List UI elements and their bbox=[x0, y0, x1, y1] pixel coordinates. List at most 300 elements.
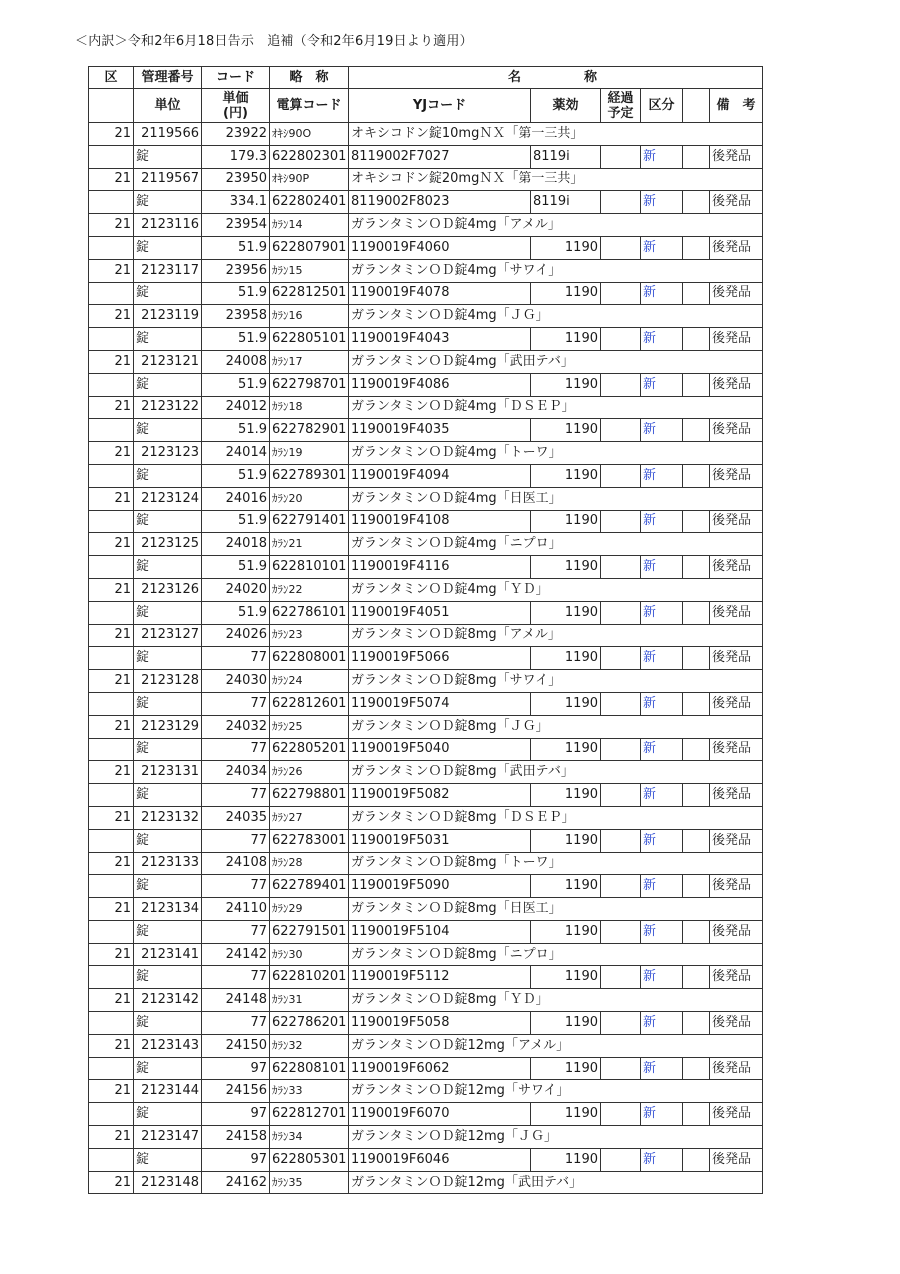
header-kubun: 区分 bbox=[641, 89, 683, 123]
cell-yj: 1190019F6062 bbox=[349, 1057, 531, 1080]
cell-ku: 21 bbox=[89, 442, 134, 465]
cell-price: 77 bbox=[202, 829, 270, 852]
cell-keika bbox=[601, 464, 641, 487]
cell-kanri: 2123126 bbox=[134, 578, 202, 601]
header-extra bbox=[683, 89, 710, 123]
item-row-detail bbox=[89, 373, 763, 396]
cell-kanri: 2123132 bbox=[134, 806, 202, 829]
cell-biko: 後発品 bbox=[710, 966, 763, 989]
item-row-main bbox=[89, 487, 763, 510]
cell-ku: 21 bbox=[89, 168, 134, 191]
item-row-main bbox=[89, 1034, 763, 1057]
cell-unit: 錠 bbox=[134, 145, 202, 168]
cell-kubun: 新 bbox=[641, 145, 683, 168]
header-unit: 単位 bbox=[134, 89, 202, 123]
cell-kanri: 2123142 bbox=[134, 989, 202, 1012]
item-row-main bbox=[89, 715, 763, 738]
cell-yj: 1190019F6070 bbox=[349, 1103, 531, 1126]
cell-code: 24018 bbox=[202, 533, 270, 556]
cell-yakko: 1190 bbox=[531, 1012, 601, 1035]
cell-densan: 622807901 bbox=[270, 236, 349, 259]
cell-densan: 622808001 bbox=[270, 647, 349, 670]
cell-price: 77 bbox=[202, 920, 270, 943]
cell-kanri: 2123147 bbox=[134, 1126, 202, 1149]
cell-keika bbox=[601, 1148, 641, 1171]
cell-yakko: 1190 bbox=[531, 692, 601, 715]
cell-kubun: 新 bbox=[641, 464, 683, 487]
cell-kanri: 2123117 bbox=[134, 259, 202, 282]
cell-ku: 21 bbox=[89, 989, 134, 1012]
cell-unit: 錠 bbox=[134, 647, 202, 670]
cell-code: 24158 bbox=[202, 1126, 270, 1149]
cell-code: 23956 bbox=[202, 259, 270, 282]
cell-keika bbox=[601, 875, 641, 898]
item-row-detail bbox=[89, 1057, 763, 1080]
cell-ku: 21 bbox=[89, 670, 134, 693]
cell-code: 23950 bbox=[202, 168, 270, 191]
cell-biko: 後発品 bbox=[710, 875, 763, 898]
cell-keika bbox=[601, 1057, 641, 1080]
cell-yj: 1190019F5058 bbox=[349, 1012, 531, 1035]
cell-code: 24108 bbox=[202, 852, 270, 875]
cell-keika bbox=[601, 510, 641, 533]
cell-price: 179.3 bbox=[202, 145, 270, 168]
cell-keika bbox=[601, 328, 641, 351]
cell-extra bbox=[683, 145, 710, 168]
cell-biko: 後発品 bbox=[710, 373, 763, 396]
cell-name: ガランタミンＯＤ錠8mg「サワイ」 bbox=[349, 670, 763, 693]
item-row-detail bbox=[89, 829, 763, 852]
cell-unit: 錠 bbox=[134, 464, 202, 487]
cell-biko: 後発品 bbox=[710, 601, 763, 624]
cell-densan: 622789301 bbox=[270, 464, 349, 487]
cell-keika bbox=[601, 236, 641, 259]
cell-blank bbox=[89, 784, 134, 807]
cell-name: ガランタミンＯＤ錠4mg「ＪＧ」 bbox=[349, 305, 763, 328]
cell-keika bbox=[601, 145, 641, 168]
cell-unit: 錠 bbox=[134, 1012, 202, 1035]
item-row-main bbox=[89, 943, 763, 966]
cell-keika bbox=[601, 920, 641, 943]
cell-extra bbox=[683, 373, 710, 396]
cell-unit: 錠 bbox=[134, 1148, 202, 1171]
cell-biko: 後発品 bbox=[710, 647, 763, 670]
cell-blank bbox=[89, 920, 134, 943]
cell-blank bbox=[89, 510, 134, 533]
cell-kubun: 新 bbox=[641, 966, 683, 989]
cell-biko: 後発品 bbox=[710, 510, 763, 533]
item-row-main bbox=[89, 989, 763, 1012]
cell-code: 24030 bbox=[202, 670, 270, 693]
cell-blank bbox=[89, 1057, 134, 1080]
cell-densan: 622805101 bbox=[270, 328, 349, 351]
cell-ku: 21 bbox=[89, 350, 134, 373]
cell-yakko: 1190 bbox=[531, 464, 601, 487]
cell-kanri: 2123129 bbox=[134, 715, 202, 738]
cell-name: ガランタミンＯＤ錠4mg「アメル」 bbox=[349, 214, 763, 237]
cell-extra bbox=[683, 829, 710, 852]
cell-yakko: 1190 bbox=[531, 601, 601, 624]
cell-biko: 後発品 bbox=[710, 556, 763, 579]
cell-kubun: 新 bbox=[641, 191, 683, 214]
cell-ku: 21 bbox=[89, 259, 134, 282]
cell-unit: 錠 bbox=[134, 966, 202, 989]
cell-yj: 1190019F4094 bbox=[349, 464, 531, 487]
cell-yj: 1190019F4060 bbox=[349, 236, 531, 259]
header-row-1 bbox=[89, 67, 763, 89]
item-row-detail bbox=[89, 328, 763, 351]
cell-keika bbox=[601, 419, 641, 442]
cell-kubun: 新 bbox=[641, 1057, 683, 1080]
item-row-main bbox=[89, 852, 763, 875]
cell-name: オキシコドン錠10mgＮＸ「第一三共」 bbox=[349, 123, 763, 146]
cell-yj: 1190019F4043 bbox=[349, 328, 531, 351]
cell-ku: 21 bbox=[89, 715, 134, 738]
cell-densan: 622802301 bbox=[270, 145, 349, 168]
header-row-2 bbox=[89, 89, 763, 123]
cell-yakko: 1190 bbox=[531, 419, 601, 442]
cell-price: 51.9 bbox=[202, 328, 270, 351]
cell-price: 77 bbox=[202, 966, 270, 989]
cell-kanri: 2123143 bbox=[134, 1034, 202, 1057]
cell-biko: 後発品 bbox=[710, 419, 763, 442]
cell-ryaku: ｶﾗﾝ16 bbox=[270, 305, 349, 328]
cell-yj: 1190019F4051 bbox=[349, 601, 531, 624]
cell-code: 24032 bbox=[202, 715, 270, 738]
cell-keika bbox=[601, 1103, 641, 1126]
item-row-main bbox=[89, 396, 763, 419]
cell-ryaku: ｵｷｼ90O bbox=[270, 123, 349, 146]
cell-keika bbox=[601, 692, 641, 715]
cell-price: 51.9 bbox=[202, 556, 270, 579]
item-row-main bbox=[89, 350, 763, 373]
item-row-detail bbox=[89, 920, 763, 943]
cell-blank bbox=[89, 328, 134, 351]
cell-blank bbox=[89, 1012, 134, 1035]
cell-densan: 622791401 bbox=[270, 510, 349, 533]
cell-code: 24162 bbox=[202, 1171, 270, 1194]
cell-ryaku: ｶﾗﾝ21 bbox=[270, 533, 349, 556]
cell-densan: 622789401 bbox=[270, 875, 349, 898]
item-row-main bbox=[89, 123, 763, 146]
cell-extra bbox=[683, 875, 710, 898]
cell-yj: 1190019F4035 bbox=[349, 419, 531, 442]
cell-keika bbox=[601, 191, 641, 214]
cell-blank bbox=[89, 738, 134, 761]
cell-yakko: 1190 bbox=[531, 556, 601, 579]
cell-ryaku: ｶﾗﾝ28 bbox=[270, 852, 349, 875]
cell-blank bbox=[89, 236, 134, 259]
cell-code: 24034 bbox=[202, 761, 270, 784]
cell-kanri: 2123144 bbox=[134, 1080, 202, 1103]
cell-unit: 錠 bbox=[134, 1103, 202, 1126]
cell-kanri: 2119567 bbox=[134, 168, 202, 191]
cell-extra bbox=[683, 692, 710, 715]
item-row-detail bbox=[89, 875, 763, 898]
cell-kanri: 2123148 bbox=[134, 1171, 202, 1194]
cell-kanri: 2123124 bbox=[134, 487, 202, 510]
cell-biko: 後発品 bbox=[710, 1148, 763, 1171]
item-row-detail bbox=[89, 236, 763, 259]
cell-blank bbox=[89, 692, 134, 715]
cell-ku: 21 bbox=[89, 1034, 134, 1057]
cell-kubun: 新 bbox=[641, 373, 683, 396]
cell-blank bbox=[89, 966, 134, 989]
cell-yakko: 1190 bbox=[531, 875, 601, 898]
cell-code: 23958 bbox=[202, 305, 270, 328]
cell-ryaku: ｶﾗﾝ24 bbox=[270, 670, 349, 693]
cell-name: ガランタミンＯＤ錠8mg「ＤＳＥＰ」 bbox=[349, 806, 763, 829]
cell-yakko: 1190 bbox=[531, 784, 601, 807]
item-row-detail bbox=[89, 510, 763, 533]
cell-biko: 後発品 bbox=[710, 784, 763, 807]
cell-name: ガランタミンＯＤ錠12mg「アメル」 bbox=[349, 1034, 763, 1057]
cell-yj: 8119002F8023 bbox=[349, 191, 531, 214]
cell-kubun: 新 bbox=[641, 1148, 683, 1171]
cell-extra bbox=[683, 738, 710, 761]
cell-yj: 1190019F5090 bbox=[349, 875, 531, 898]
cell-name: ガランタミンＯＤ錠8mg「トーワ」 bbox=[349, 852, 763, 875]
item-row-detail bbox=[89, 464, 763, 487]
cell-name: ガランタミンＯＤ錠8mg「アメル」 bbox=[349, 624, 763, 647]
cell-kanri: 2119566 bbox=[134, 123, 202, 146]
cell-ryaku: ｶﾗﾝ23 bbox=[270, 624, 349, 647]
cell-price: 77 bbox=[202, 692, 270, 715]
cell-code: 24012 bbox=[202, 396, 270, 419]
item-row-main bbox=[89, 761, 763, 784]
cell-blank bbox=[89, 647, 134, 670]
item-row-detail bbox=[89, 1012, 763, 1035]
cell-densan: 622786101 bbox=[270, 601, 349, 624]
cell-ryaku: ｶﾗﾝ20 bbox=[270, 487, 349, 510]
item-row-main bbox=[89, 442, 763, 465]
item-row-detail bbox=[89, 601, 763, 624]
cell-ku: 21 bbox=[89, 1171, 134, 1194]
cell-blank bbox=[89, 829, 134, 852]
cell-unit: 錠 bbox=[134, 510, 202, 533]
cell-ryaku: ｶﾗﾝ35 bbox=[270, 1171, 349, 1194]
cell-unit: 錠 bbox=[134, 738, 202, 761]
cell-name: ガランタミンＯＤ錠4mg「ニプロ」 bbox=[349, 533, 763, 556]
cell-yj: 1190019F5066 bbox=[349, 647, 531, 670]
cell-yakko: 1190 bbox=[531, 236, 601, 259]
cell-code: 24014 bbox=[202, 442, 270, 465]
cell-densan: 622805201 bbox=[270, 738, 349, 761]
cell-ku: 21 bbox=[89, 123, 134, 146]
cell-kubun: 新 bbox=[641, 784, 683, 807]
cell-biko: 後発品 bbox=[710, 692, 763, 715]
cell-code: 24008 bbox=[202, 350, 270, 373]
cell-kubun: 新 bbox=[641, 282, 683, 305]
item-row-main bbox=[89, 806, 763, 829]
cell-kubun: 新 bbox=[641, 419, 683, 442]
cell-densan: 622805301 bbox=[270, 1148, 349, 1171]
cell-extra bbox=[683, 647, 710, 670]
cell-extra bbox=[683, 1057, 710, 1080]
cell-extra bbox=[683, 601, 710, 624]
cell-keika bbox=[601, 966, 641, 989]
cell-yj: 1190019F4116 bbox=[349, 556, 531, 579]
cell-extra bbox=[683, 328, 710, 351]
cell-keika bbox=[601, 601, 641, 624]
item-row-detail bbox=[89, 419, 763, 442]
cell-yj: 8119002F7027 bbox=[349, 145, 531, 168]
cell-blank bbox=[89, 191, 134, 214]
cell-extra bbox=[683, 1103, 710, 1126]
cell-biko: 後発品 bbox=[710, 920, 763, 943]
cell-yakko: 1190 bbox=[531, 966, 601, 989]
cell-biko: 後発品 bbox=[710, 1057, 763, 1080]
cell-code: 24156 bbox=[202, 1080, 270, 1103]
cell-price: 51.9 bbox=[202, 419, 270, 442]
item-row-main bbox=[89, 578, 763, 601]
cell-blank bbox=[89, 419, 134, 442]
header-name: 名 称 bbox=[349, 67, 763, 89]
cell-yj: 1190019F5082 bbox=[349, 784, 531, 807]
cell-keika bbox=[601, 1012, 641, 1035]
cell-yakko: 1190 bbox=[531, 1148, 601, 1171]
cell-kubun: 新 bbox=[641, 1103, 683, 1126]
cell-densan: 622812601 bbox=[270, 692, 349, 715]
cell-price: 51.9 bbox=[202, 601, 270, 624]
item-row-detail bbox=[89, 1103, 763, 1126]
cell-extra bbox=[683, 1148, 710, 1171]
header-ryaku: 略 称 bbox=[270, 67, 349, 89]
cell-unit: 錠 bbox=[134, 920, 202, 943]
cell-ku: 21 bbox=[89, 214, 134, 237]
header-biko: 備 考 bbox=[710, 89, 763, 123]
cell-name: ガランタミンＯＤ錠8mg「ＪＧ」 bbox=[349, 715, 763, 738]
cell-ryaku: ｶﾗﾝ33 bbox=[270, 1080, 349, 1103]
cell-kubun: 新 bbox=[641, 556, 683, 579]
cell-code: 24142 bbox=[202, 943, 270, 966]
item-row-main bbox=[89, 214, 763, 237]
cell-kubun: 新 bbox=[641, 1012, 683, 1035]
cell-densan: 622812501 bbox=[270, 282, 349, 305]
cell-price: 77 bbox=[202, 738, 270, 761]
cell-keika bbox=[601, 738, 641, 761]
cell-ryaku: ｶﾗﾝ31 bbox=[270, 989, 349, 1012]
cell-yj: 1190019F5031 bbox=[349, 829, 531, 852]
cell-name: ガランタミンＯＤ錠4mg「サワイ」 bbox=[349, 259, 763, 282]
cell-price: 77 bbox=[202, 784, 270, 807]
item-row-main bbox=[89, 305, 763, 328]
cell-price: 51.9 bbox=[202, 236, 270, 259]
cell-yj: 1190019F4108 bbox=[349, 510, 531, 533]
cell-price: 77 bbox=[202, 875, 270, 898]
cell-name: ガランタミンＯＤ錠4mg「ＤＳＥＰ」 bbox=[349, 396, 763, 419]
cell-densan: 622798701 bbox=[270, 373, 349, 396]
item-row-detail bbox=[89, 966, 763, 989]
cell-keika bbox=[601, 282, 641, 305]
cell-unit: 錠 bbox=[134, 875, 202, 898]
cell-kubun: 新 bbox=[641, 829, 683, 852]
cell-ku: 21 bbox=[89, 1126, 134, 1149]
item-row-main bbox=[89, 533, 763, 556]
header-yakko: 薬効 bbox=[531, 89, 601, 123]
item-row-main bbox=[89, 624, 763, 647]
cell-yakko: 1190 bbox=[531, 1057, 601, 1080]
cell-biko: 後発品 bbox=[710, 464, 763, 487]
item-row-main bbox=[89, 259, 763, 282]
cell-ku: 21 bbox=[89, 396, 134, 419]
cell-blank bbox=[89, 875, 134, 898]
cell-code: 24035 bbox=[202, 806, 270, 829]
cell-yj: 1190019F6046 bbox=[349, 1148, 531, 1171]
cell-yj: 1190019F5074 bbox=[349, 692, 531, 715]
cell-unit: 錠 bbox=[134, 373, 202, 396]
cell-name: ガランタミンＯＤ錠4mg「トーワ」 bbox=[349, 442, 763, 465]
cell-unit: 錠 bbox=[134, 692, 202, 715]
cell-name: ガランタミンＯＤ錠12mg「サワイ」 bbox=[349, 1080, 763, 1103]
cell-kanri: 2123122 bbox=[134, 396, 202, 419]
cell-ku: 21 bbox=[89, 533, 134, 556]
cell-kanri: 2123119 bbox=[134, 305, 202, 328]
cell-densan: 622783001 bbox=[270, 829, 349, 852]
cell-ryaku: ｶﾗﾝ34 bbox=[270, 1126, 349, 1149]
cell-yakko: 1190 bbox=[531, 1103, 601, 1126]
cell-unit: 錠 bbox=[134, 419, 202, 442]
cell-biko: 後発品 bbox=[710, 282, 763, 305]
cell-code: 24150 bbox=[202, 1034, 270, 1057]
cell-name: ガランタミンＯＤ錠8mg「武田テバ」 bbox=[349, 761, 763, 784]
cell-kubun: 新 bbox=[641, 692, 683, 715]
cell-blank bbox=[89, 1103, 134, 1126]
cell-biko: 後発品 bbox=[710, 145, 763, 168]
cell-extra bbox=[683, 556, 710, 579]
cell-name: オキシコドン錠20mgＮＸ「第一三共」 bbox=[349, 168, 763, 191]
cell-extra bbox=[683, 236, 710, 259]
cell-name: ガランタミンＯＤ錠4mg「日医工」 bbox=[349, 487, 763, 510]
cell-kanri: 2123127 bbox=[134, 624, 202, 647]
cell-extra bbox=[683, 1012, 710, 1035]
item-row-main bbox=[89, 1171, 763, 1194]
cell-name: ガランタミンＯＤ錠8mg「ニプロ」 bbox=[349, 943, 763, 966]
item-row-main bbox=[89, 898, 763, 921]
cell-extra bbox=[683, 282, 710, 305]
cell-ku: 21 bbox=[89, 578, 134, 601]
cell-ryaku: ｵｷｼ90P bbox=[270, 168, 349, 191]
header-price: 単価 (円) bbox=[202, 89, 270, 123]
cell-kanri: 2123123 bbox=[134, 442, 202, 465]
cell-yakko: 1190 bbox=[531, 510, 601, 533]
cell-kubun: 新 bbox=[641, 236, 683, 259]
cell-ryaku: ｶﾗﾝ29 bbox=[270, 898, 349, 921]
cell-ku: 21 bbox=[89, 806, 134, 829]
item-row-main bbox=[89, 670, 763, 693]
cell-code: 23954 bbox=[202, 214, 270, 237]
header-code: コード bbox=[202, 67, 270, 89]
cell-yakko: 1190 bbox=[531, 829, 601, 852]
cell-price: 77 bbox=[202, 647, 270, 670]
cell-densan: 622812701 bbox=[270, 1103, 349, 1126]
cell-unit: 錠 bbox=[134, 1057, 202, 1080]
cell-ryaku: ｶﾗﾝ15 bbox=[270, 259, 349, 282]
cell-keika bbox=[601, 373, 641, 396]
item-row-detail bbox=[89, 784, 763, 807]
cell-code: 24026 bbox=[202, 624, 270, 647]
cell-kubun: 新 bbox=[641, 920, 683, 943]
cell-kubun: 新 bbox=[641, 601, 683, 624]
cell-kubun: 新 bbox=[641, 738, 683, 761]
cell-kanri: 2123125 bbox=[134, 533, 202, 556]
header-keika: 経過 予定 bbox=[601, 89, 641, 123]
cell-name: ガランタミンＯＤ錠12mg「武田テバ」 bbox=[349, 1171, 763, 1194]
cell-name: ガランタミンＯＤ錠4mg「武田テバ」 bbox=[349, 350, 763, 373]
cell-price: 97 bbox=[202, 1057, 270, 1080]
cell-unit: 錠 bbox=[134, 236, 202, 259]
header-ku: 区 bbox=[89, 67, 134, 89]
